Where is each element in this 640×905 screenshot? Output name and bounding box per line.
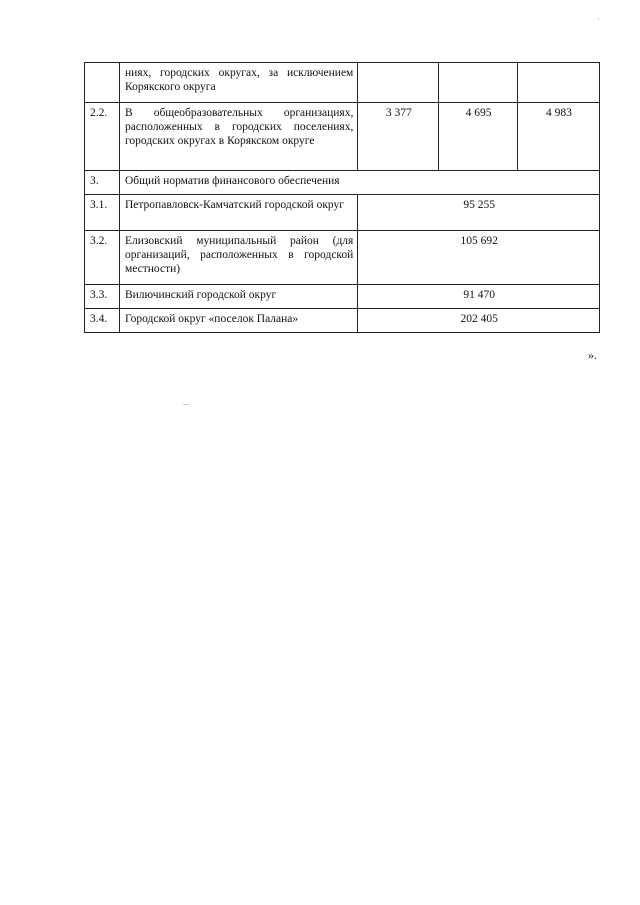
row-value: 95 255 xyxy=(358,195,600,231)
table-row xyxy=(85,285,600,309)
row-name: Городской округ «поселок Палана» xyxy=(119,309,357,333)
financing-norms-table xyxy=(84,62,600,333)
table-row xyxy=(85,171,600,195)
row-value xyxy=(358,63,439,103)
closing-quote-mark: ». xyxy=(588,348,597,362)
row-number: 3.4. xyxy=(85,309,120,333)
row-number: 3.3. xyxy=(85,285,120,309)
table-row xyxy=(85,103,600,171)
row-value: 202 405 xyxy=(358,309,600,333)
row-value: 3 377 xyxy=(358,103,439,171)
row-value: 4 983 xyxy=(517,103,599,171)
row-name: Петропавловск-Камчатский городской округ xyxy=(119,195,357,231)
row-value xyxy=(517,63,599,103)
row-number: 3.1. xyxy=(85,195,120,231)
row-name: ниях, городских округах, за исключением Корякского округа xyxy=(119,63,357,103)
row-name: Вилючинский городской округ xyxy=(119,285,357,309)
row-value xyxy=(439,63,518,103)
row-name: Общий норматив финансового обеспечения xyxy=(119,171,599,195)
table-row xyxy=(85,231,600,285)
row-value: 91 470 xyxy=(358,285,600,309)
row-name: В общеобразовательных организациях, расположенных в городских поселениях, городских округах в Корякском округе xyxy=(119,103,357,171)
table-row xyxy=(85,195,600,231)
row-value: 4 695 xyxy=(439,103,518,171)
table-row xyxy=(85,63,600,103)
row-value: 105 692 xyxy=(358,231,600,285)
row-number: 3. xyxy=(85,171,120,195)
scan-speck xyxy=(598,18,599,20)
row-number: 3.2. xyxy=(85,231,120,285)
scan-speck xyxy=(183,404,189,405)
row-number: 2.2. xyxy=(85,103,120,171)
table-row xyxy=(85,309,600,333)
row-number xyxy=(85,63,120,103)
row-name: Елизовский муниципальный район (для организаций, расположенных в городской местности) xyxy=(119,231,357,285)
